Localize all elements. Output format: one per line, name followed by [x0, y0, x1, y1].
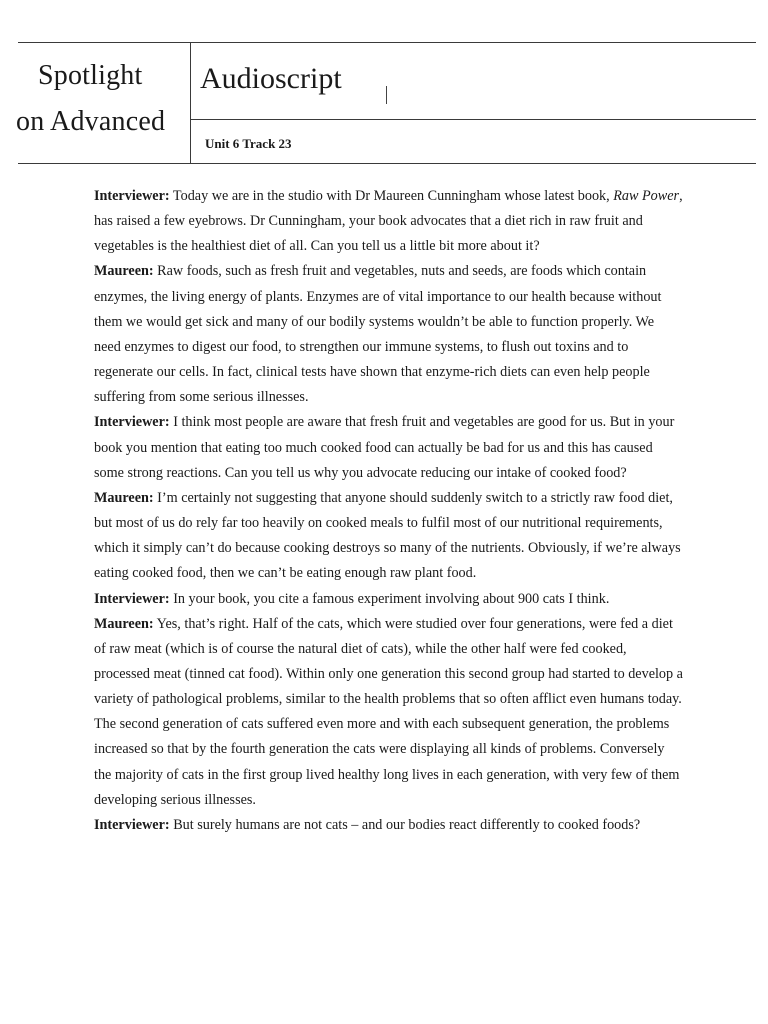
- transcript-turn-3: [94, 410, 684, 485]
- transcript: [94, 184, 684, 838]
- transcript-turn-5: [94, 587, 684, 612]
- turn-text: But surely humans are not cats – and our bodies react differently to cooked foods?: [169, 816, 641, 833]
- speaker-label: Maureen:: [94, 489, 154, 506]
- turn-text: In your book, you cite a famous experiment involving about 900 cats I think.: [169, 590, 610, 607]
- text-cursor-mark: [386, 86, 387, 104]
- speaker-label: Maureen:: [94, 615, 154, 632]
- turn-text: Yes, that’s right. Half of the cats, which were studied over four generations, were fed a diet of raw meat (which is of course the natural diet of cats), while the other half were fed cooked, processed meat (tinned cat food). Within only one generation this second group had started to develop a variety of pathological problems, similar to the health problems that so often afflict even humans today. The second generation of cats suffered even more and with each subsequent generation, the problems increased so that by the fourth generation the cats were displaying all kinds of problems. Conversely the majority of cats in the first group lived healthy long lives in each generation, with very few of them developing serious illnesses.: [94, 615, 683, 808]
- page-title: Audioscript: [200, 62, 342, 95]
- speaker-label: Maureen:: [94, 263, 154, 280]
- header-middle-rule: [190, 119, 756, 120]
- turn-text: Today we are in the studio with Dr Maureen Cunningham whose latest book,: [169, 188, 614, 204]
- speaker-label: Interviewer:: [94, 590, 170, 607]
- transcript-turn-7: [94, 813, 684, 838]
- transcript-turn-6: [94, 612, 684, 813]
- brand-title-line2: on Advanced: [16, 106, 166, 137]
- unit-track-label: Unit 6 Track 23: [205, 136, 292, 151]
- turn-text: I think most people are aware that fresh fruit and vegetables are good for us. But in your book you mention that eating too much cooked food can actually be bad for us and this has caused some strong reactions. Can you tell us why you advocate reducing our intake of cooked food?: [94, 414, 675, 481]
- turn-text: I’m certainly not suggesting that anyone should suddenly switch to a strictly raw food diet, but most of us do rely far too heavily on cooked meals to fulfil most of our nutritional requirements, which it simply can’t do because cooking destroys so many of the nutrients. Obviously, if we’re always eating cooked food, then we can’t be eating enough raw plant food.: [94, 489, 681, 582]
- transcript-turn-4: [94, 486, 684, 587]
- speaker-label: Interviewer:: [94, 188, 170, 204]
- book-title: Raw Power: [613, 188, 680, 204]
- brand-title-line1: Spotlight: [38, 60, 143, 91]
- speaker-label: Interviewer:: [94, 414, 170, 431]
- turn-text: Raw foods, such as fresh fruit and vegetables, nuts and seeds, are foods which contain enzymes, the living energy of plants. Enzymes are of vital importance to our health because without them we would get sick and many of our bodily systems wouldn’t be able to function properly. We need enzymes to digest our food, to strengthen our immune systems, to flush out toxins and to regenerate our cells. In fact, clinical tests have shown that enzyme-rich diets can even help people suffering from some serious illnesses.: [94, 263, 662, 406]
- header-top-rule: [18, 42, 756, 43]
- speaker-label: Interviewer:: [94, 816, 170, 833]
- header-bottom-rule: [18, 163, 756, 164]
- transcript-turn-2: [94, 259, 684, 410]
- header-divider: [190, 42, 191, 164]
- turn-text: , has raised a few eyebrows. Dr Cunningham, your book advocates that a diet rich in raw fruit and vegetables is the healthiest diet of all. Can you tell us a little bit more about it?: [94, 188, 683, 255]
- transcript-turn-1: [94, 184, 684, 259]
